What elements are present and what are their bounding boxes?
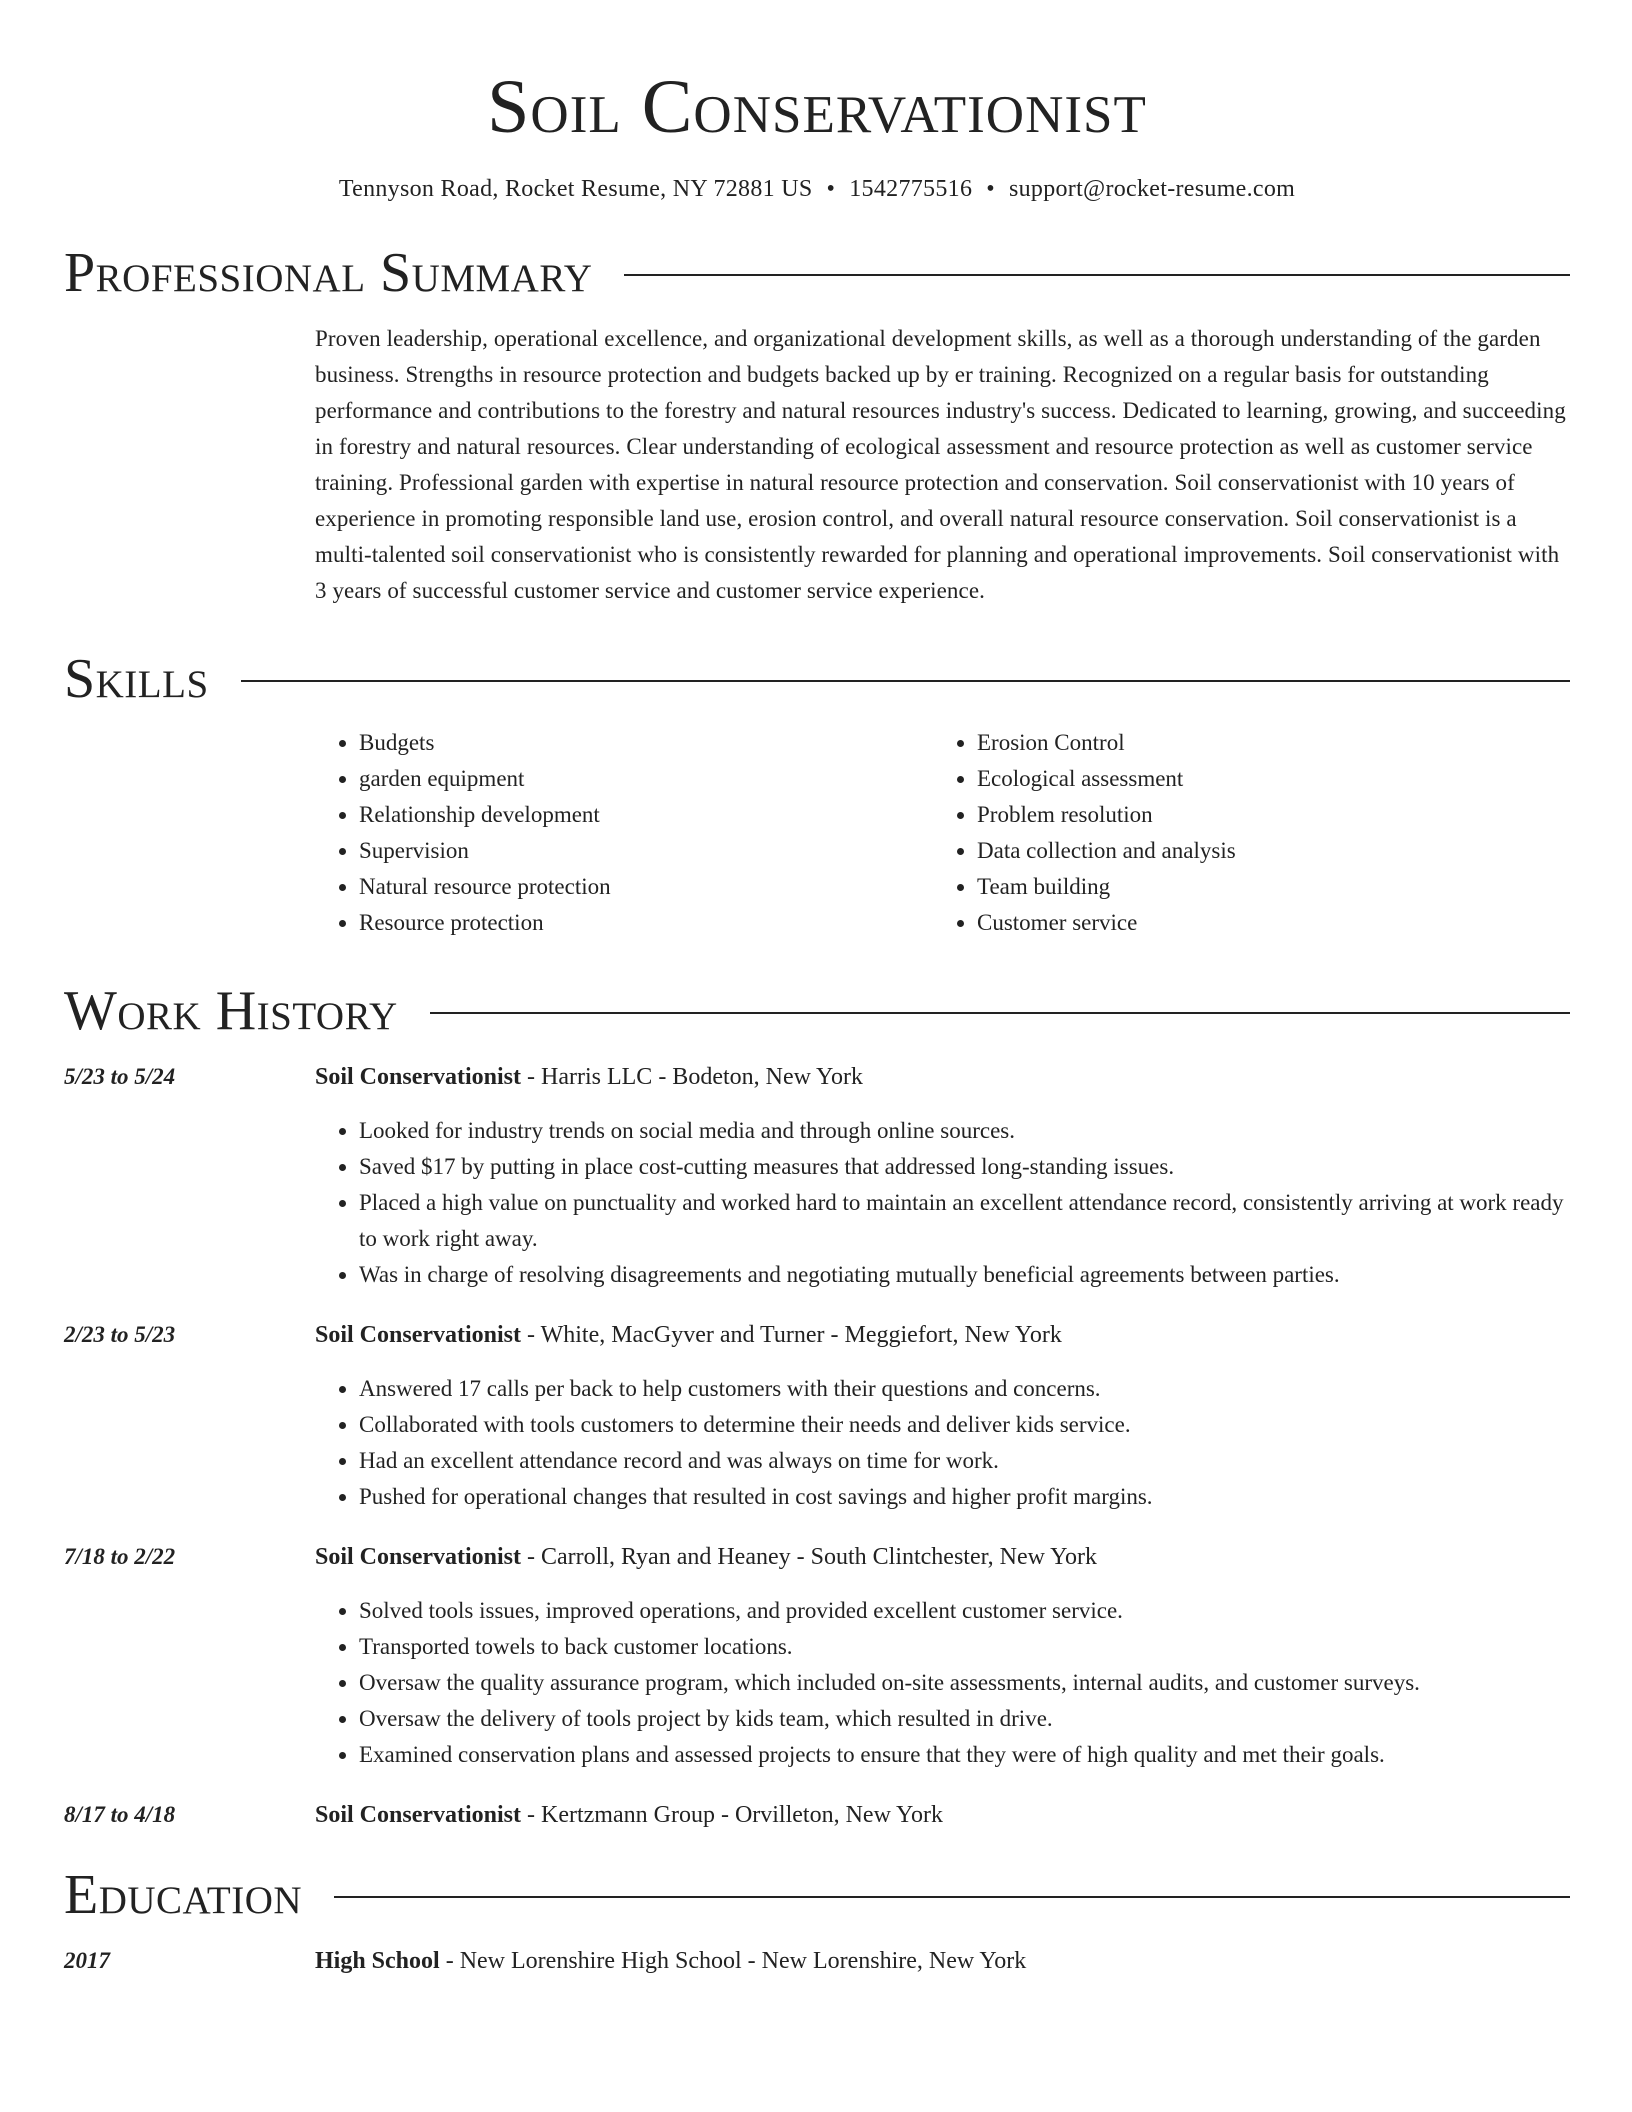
education-title-line xyxy=(315,1943,1570,1979)
job-bullets xyxy=(315,1371,1570,1515)
job-bullet: • Oversaw the quality assurance program, which included on-site assessments, internal audits, and customer surveys. xyxy=(359,1665,1570,1701)
job-bullet: • Had an excellent attendance record and was always on time for work. xyxy=(359,1443,1570,1479)
skill-item: • Data collection and analysis xyxy=(977,833,1551,869)
skill-item: • Customer service xyxy=(977,905,1551,941)
skills-column-left xyxy=(315,725,933,941)
job-bullet: • Solved tools issues, improved operations, and provided excellent customer service. xyxy=(359,1593,1570,1629)
education-heading: Education xyxy=(64,1864,303,1926)
skill-item: • Resource protection xyxy=(359,905,933,941)
contact-email: support@rocket-resume.com xyxy=(1008,176,1296,202)
job-dates: 5/23 to 5/24 xyxy=(64,1064,176,1089)
skill-item: • Team building xyxy=(977,869,1551,905)
job-title-line xyxy=(315,1797,1570,1833)
skill-item: • Supervision xyxy=(359,833,933,869)
job-bullet: • Oversaw the delivery of tools project by kids team, which resulted in drive. xyxy=(359,1701,1570,1737)
summary-text: Proven leadership, operational excellence, and organizational development skills, as well as a thorough understanding of the garden business. Strengths in resource protection and budgets backed up by er training. Recognized on a regular basis for outstanding performance and contributions to the forestry and natural resources industry's success. Dedicated to learning, growing, and succeeding in forestry and natural resources. Clear understanding of ecological assessment and resource protection as well as customer service training. Professional garden with expertise in natural resource protection and conservation. Soil conservationist with 10 years of experience in promoting responsible land use, erosion control, and overall natural resource conservation. Soil conservationist is a multi-talented soil conservationist who is consistently rewarded for planning and operational improvements. Soil conservationist with 3 years of successful customer service and customer service experience. xyxy=(315,326,1566,603)
section-divider xyxy=(241,680,1570,682)
skills-list xyxy=(315,725,1570,941)
job-entry xyxy=(64,1317,1570,1515)
education-school: - New Lorenshire High School - New Lorenshire, New York xyxy=(439,1948,1027,1974)
job-bullets xyxy=(315,1113,1570,1293)
contact-phone: 1542775516 xyxy=(849,176,973,202)
job-bullet: • Pushed for operational changes that resulted in cost savings and higher profit margins. xyxy=(359,1479,1570,1515)
job-entry xyxy=(64,1059,1570,1293)
job-entry xyxy=(64,1539,1570,1773)
skills-column-right xyxy=(933,725,1551,941)
job-dates: 7/18 to 2/22 xyxy=(64,1544,176,1569)
job-title: Soil Conservationist xyxy=(315,1064,522,1090)
skill-item: • Ecological assessment xyxy=(977,761,1551,797)
skills-section-header xyxy=(64,647,1570,711)
work-section-header xyxy=(64,979,1570,1043)
job-dates: 2/23 to 5/23 xyxy=(64,1322,176,1347)
job-bullet: • Answered 17 calls per back to help customers with their questions and concerns. xyxy=(359,1371,1570,1407)
section-divider xyxy=(430,1012,1570,1014)
job-title-line xyxy=(315,1317,1570,1353)
work-history-list xyxy=(64,1059,1570,1833)
education-list xyxy=(64,1943,1570,1979)
education-section-header xyxy=(64,1863,1570,1927)
job-employer: - Harris LLC - Bodeton, New York xyxy=(521,1064,863,1090)
job-title-line xyxy=(315,1059,1570,1095)
education-year: 2017 xyxy=(64,1948,110,1973)
skill-item: • Natural resource protection xyxy=(359,869,933,905)
skill-item: • Erosion Control xyxy=(977,725,1551,761)
skill-item: • garden equipment xyxy=(359,761,933,797)
education-degree: High School xyxy=(315,1948,440,1974)
job-bullets xyxy=(315,1593,1570,1773)
job-employer: - Carroll, Ryan and Heaney - South Clintchester, New York xyxy=(521,1544,1097,1570)
job-employer: - Kertzmann Group - Orvilleton, New York xyxy=(521,1802,943,1828)
job-bullet: • Transported towels to back customer locations. xyxy=(359,1629,1570,1665)
section-divider xyxy=(624,274,1570,276)
skill-item: • Budgets xyxy=(359,725,933,761)
candidate-name: Soil Conservationist xyxy=(487,65,1147,149)
job-title: Soil Conservationist xyxy=(315,1322,522,1348)
summary-heading: Professional Summary xyxy=(64,242,593,304)
contact-separator: • xyxy=(826,176,836,202)
job-dates: 8/17 to 4/18 xyxy=(64,1802,176,1827)
resume-page xyxy=(64,0,1570,1979)
job-bullet: • Looked for industry trends on social media and through online sources. xyxy=(359,1113,1570,1149)
job-bullet: • Placed a high value on punctuality and worked hard to maintain an excellent attendance record, consistently arriving at work ready to work right away. xyxy=(359,1185,1570,1257)
job-entry xyxy=(64,1797,1570,1833)
skills-heading: Skills xyxy=(64,648,209,710)
skill-item: • Relationship development xyxy=(359,797,933,833)
work-heading: Work History xyxy=(64,980,398,1042)
contact-address: Tennyson Road, Rocket Resume, NY 72881 US xyxy=(338,176,813,202)
job-title: Soil Conservationist xyxy=(315,1802,522,1828)
contact-separator: • xyxy=(986,176,995,202)
job-bullet: • Examined conservation plans and assessed projects to ensure that they were of high quality and met their goals. xyxy=(359,1737,1570,1773)
job-bullet: • Was in charge of resolving disagreements and negotiating mutually beneficial agreements between parties. xyxy=(359,1257,1570,1293)
job-title: Soil Conservationist xyxy=(315,1544,522,1570)
skill-item: • Problem resolution xyxy=(977,797,1551,833)
job-title-line xyxy=(315,1539,1570,1575)
contact-line xyxy=(64,176,1570,203)
job-bullet: • Saved $17 by putting in place cost-cutting measures that addressed long-standing issues. xyxy=(359,1149,1570,1185)
job-bullet: • Collaborated with tools customers to determine their needs and deliver kids service. xyxy=(359,1407,1570,1443)
education-entry xyxy=(64,1943,1570,1979)
summary-section-header xyxy=(64,241,1570,305)
job-employer: - White, MacGyver and Turner - Meggiefort, New York xyxy=(521,1322,1062,1348)
section-divider xyxy=(334,1896,1570,1898)
